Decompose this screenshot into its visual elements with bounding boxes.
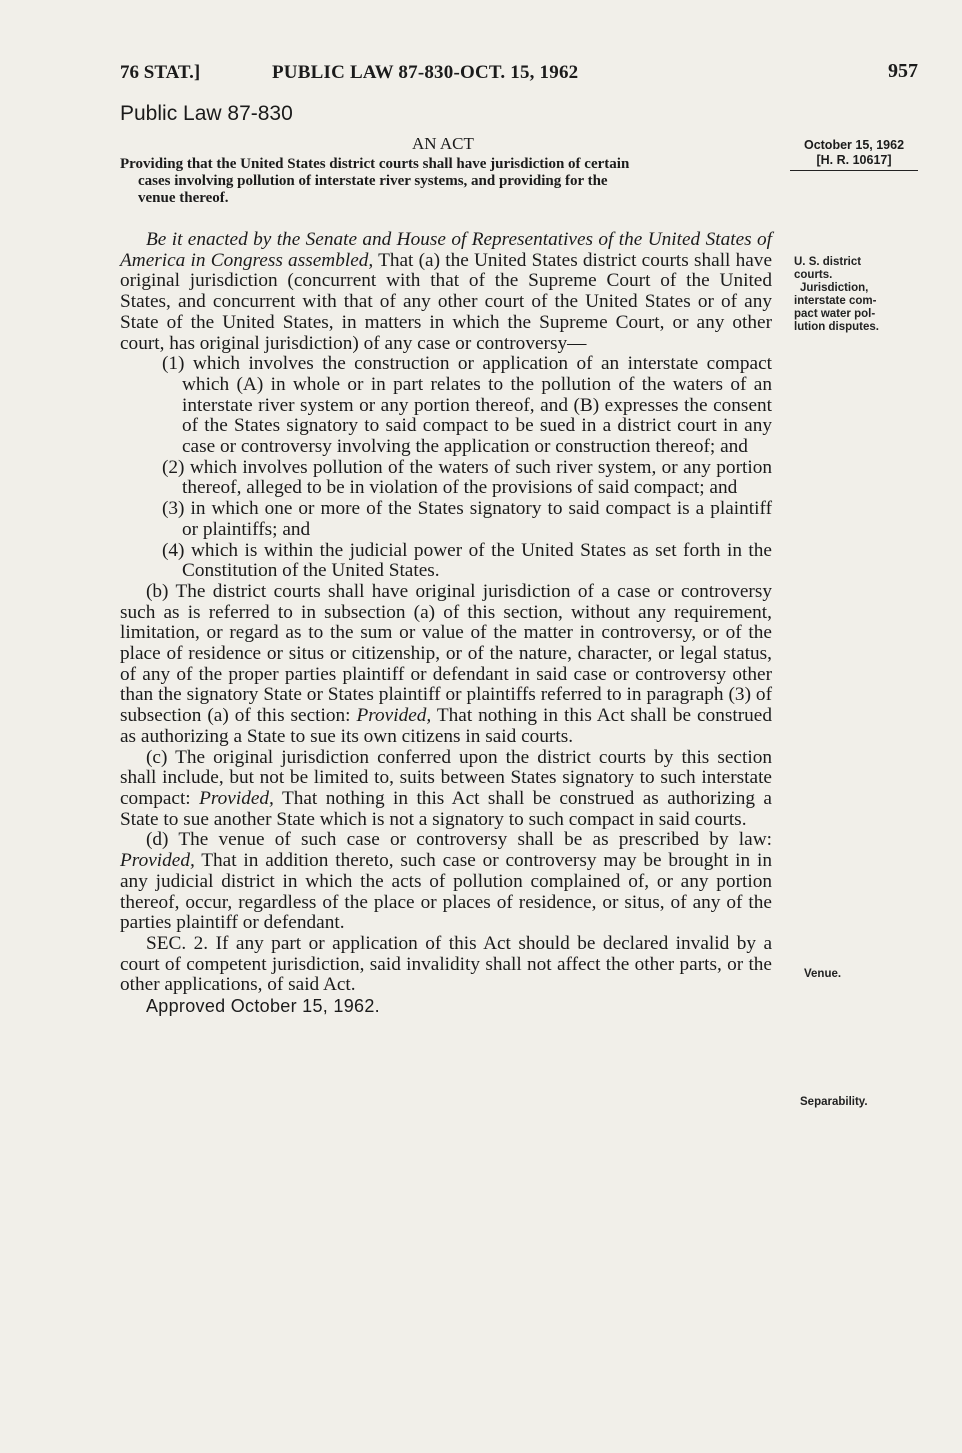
enactment-date: October 15, 1962 bbox=[803, 138, 905, 152]
section-1-c bbox=[120, 748, 772, 831]
act-heading: AN ACT bbox=[412, 134, 474, 153]
section-1-c-text: (c) The original jurisdiction conferred upon the district courts by this section shall include, but not be limited to, suits between States signatory to such interstate compact: bbox=[120, 746, 772, 809]
act-description-line: cases involving pollution of interstate river systems, and providing for the bbox=[138, 173, 608, 189]
margin-note-separability: Separability. bbox=[800, 1096, 868, 1108]
act-description-line: Providing that the United States district courts shall have jurisdiction of certain bbox=[120, 156, 630, 172]
approval-line: Approved October 15, 1962. bbox=[146, 996, 380, 1017]
section-1-a bbox=[120, 230, 772, 354]
act-description bbox=[120, 156, 772, 207]
section-1-a-text: That (a) the United States district courts shall have original jurisdiction (concurrent with that of the Supreme Court of the United States, and concurrent with that of any other court of the United States or of any State of the United States, in matters in which the Supreme Court, or any other court, has original jurisdiction) of any case or controversy— bbox=[120, 249, 773, 354]
bill-number: [H. R. 10617] bbox=[816, 153, 892, 167]
act-body bbox=[120, 230, 772, 1017]
list-item: (4) which is within the judicial power of the United States as set forth in the Constitution of the United States. bbox=[162, 539, 772, 582]
provided-term: Provided, bbox=[356, 705, 432, 727]
volume-reference: 76 STAT.] bbox=[120, 62, 201, 83]
page-number: 957 bbox=[888, 60, 918, 82]
section-1-c-proviso: That nothing in this Act shall be construed as authorizing a State to sue another State which is not a signatory to such compact in said courts. bbox=[120, 787, 772, 830]
section-1-b-proviso: That nothing in this Act shall be construed as authorizing a State to sue its own citizens in said courts. bbox=[120, 705, 772, 747]
margin-note-line: lution disputes. bbox=[794, 321, 879, 333]
list-item: (2) which involves pollution of the waters of such river system, or any portion thereof, alleged to be in violation of the provisions of said compact; and bbox=[162, 456, 772, 499]
section-1-b-text: (b) The district courts shall have original jurisdiction of a case or controversy such as is referred to in subsection (a) of this section, without any requirement, limitation, or regard as to the sum or value of the matter in controversy, or of the place of residence or situs or citizenship, or of the nature, character, or legal status, of any of the proper parties plaintiff or defendant in said case or controversy other than the signatory State or States plaintiff or plaintiffs referred to in paragraph (3) of subsection (a) of this section: bbox=[120, 580, 772, 727]
margin-note-venue: Venue. bbox=[804, 968, 842, 980]
margin-note-line: courts. bbox=[794, 269, 833, 281]
section-1-d-proviso: That in addition thereto, such case or controversy may be brought in in any judicial district in which the acts of pollution complained of, or any portion thereof, occur, regardless of the place or places of residence, or situs, of any of the parties plaintiff or defendant. bbox=[120, 850, 772, 934]
law-title: Public Law 87-830 bbox=[120, 102, 293, 125]
running-title: PUBLIC LAW 87-830-OCT. 15, 1962 bbox=[272, 62, 579, 83]
margin-note-line: interstate com- bbox=[794, 295, 877, 307]
section-1-d-text: (d) The venue of such case or controversy shall be as prescribed by law: bbox=[146, 829, 772, 851]
section-2: SEC. 2. If any part or application of this Act should be declared invalid by a court of competent jurisdiction, said invalidity shall not affect the other parts, or the other applications, of said Act. bbox=[120, 932, 772, 996]
margin-note-jurisdiction bbox=[794, 256, 914, 334]
margin-note-line: Jurisdiction, bbox=[800, 282, 869, 294]
enacting-clause: Be it enacted by the Senate and House of Representatives of the United States of America in Congress assembled, bbox=[120, 229, 772, 271]
list-item: (1) which involves the construction or application of an interstate compact which (A) in whole or in part relates to the pollution of the waters of an interstate river system or any portion thereof, and (B) expresses the consent of the States signatory to said compact to be sued in a district court in any case or controversy involving the application or construction thereof; and bbox=[162, 353, 772, 458]
margin-note-line: U. S. district bbox=[794, 256, 862, 268]
section-1-b bbox=[120, 582, 772, 748]
provided-term: Provided, bbox=[199, 787, 274, 809]
act-description-line: venue thereof. bbox=[138, 190, 229, 206]
enactment-date-block bbox=[790, 138, 918, 171]
provided-term: Provided, bbox=[120, 850, 195, 872]
margin-note-line: pact water pol- bbox=[794, 308, 876, 320]
list-item: (3) in which one or more of the States signatory to said compact is a plaintiff or plaintiffs; and bbox=[162, 498, 772, 540]
section-1-d bbox=[120, 830, 772, 934]
